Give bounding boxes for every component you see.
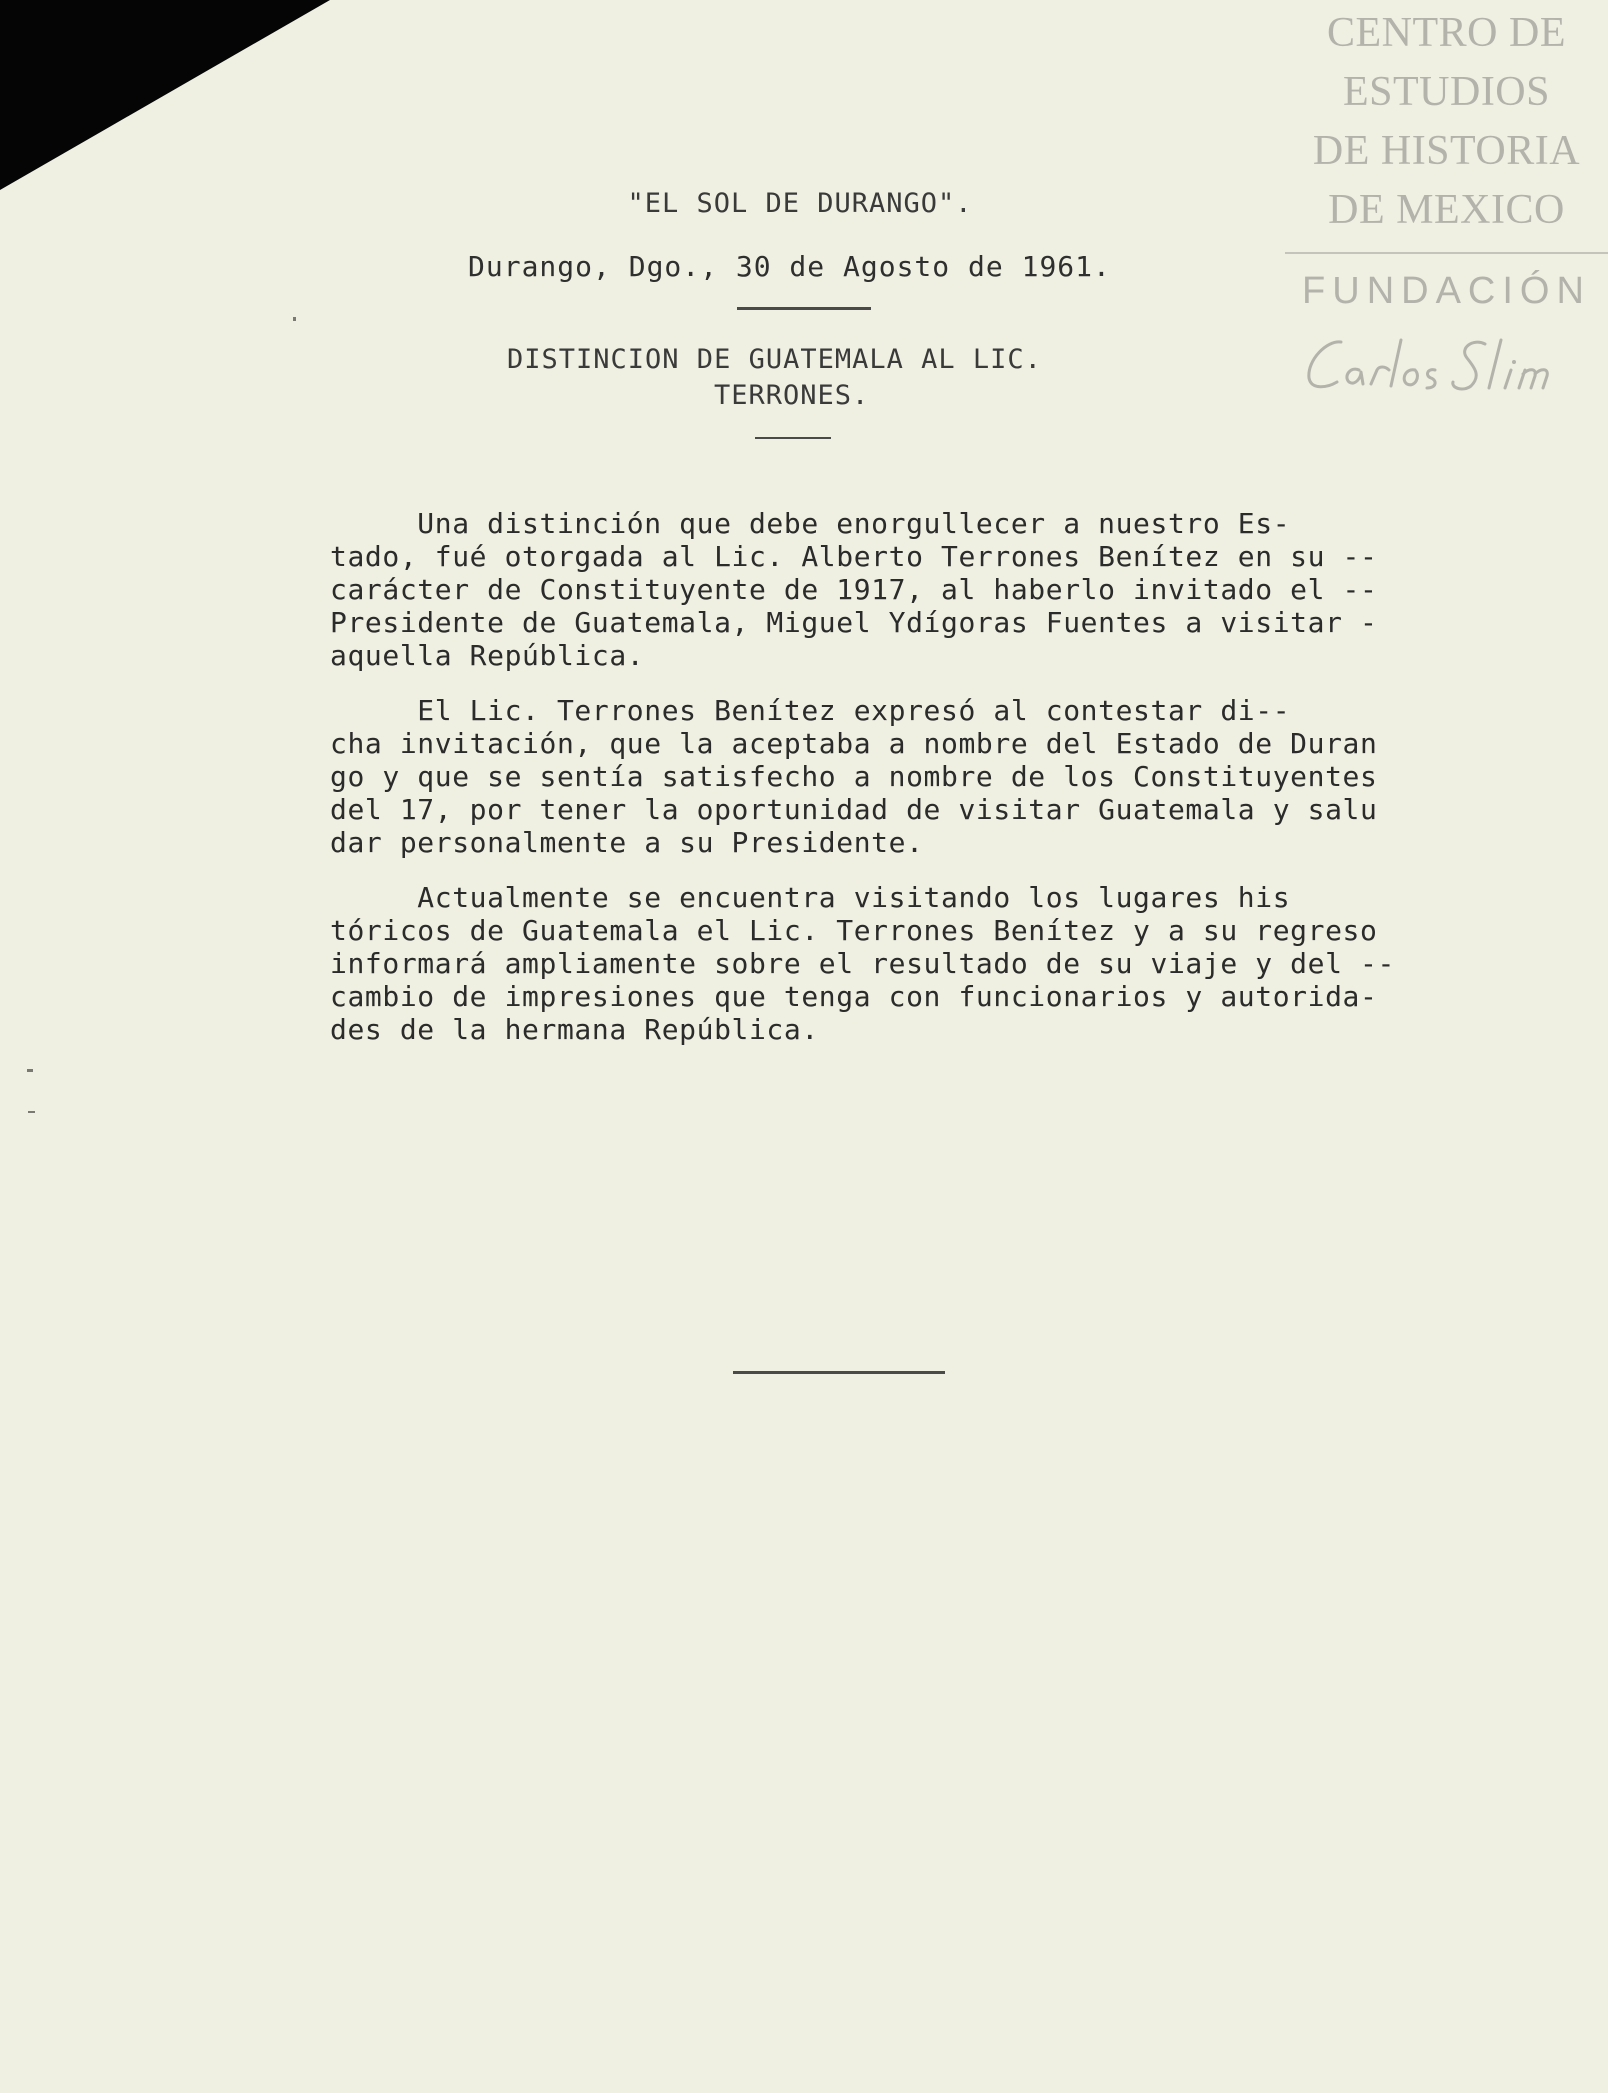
text-line: carácter de Constituyente de 1917, al haberlo invitado el --	[330, 573, 1378, 606]
text-line: Actualmente se encuentra visitando los lugares his	[330, 881, 1291, 914]
text-line: informará ampliamente sobre el resultado de su viaje y del --	[330, 947, 1395, 980]
text-line: Presidente de Guatemala, Miguel Ydígoras Fuentes a visitar -	[330, 606, 1378, 639]
header-rule	[737, 307, 871, 310]
watermark-line: DE MEXICO	[1328, 187, 1565, 233]
dateline: Durango, Dgo., 30 de Agosto de 1961.	[468, 250, 1111, 283]
text-line: cambio de impresiones que tenga con funcionarios y autorida-	[330, 980, 1378, 1013]
paragraph-1	[330, 507, 1480, 672]
margin-speck	[28, 1111, 35, 1113]
watermark-line: ESTUDIOS	[1342, 69, 1550, 115]
article-title-line1: DISTINCION DE GUATEMALA AL LIC.	[507, 344, 1042, 375]
text-line: des de la hermana República.	[330, 1013, 819, 1046]
text-line: tado, fué otorgada al Lic. Alberto Terrones Benítez en su --	[330, 540, 1378, 573]
margin-speck	[27, 1069, 33, 1072]
text-line: cha invitación, que la aceptaba a nombre del Estado de Duran	[330, 727, 1378, 760]
text-line: Una distinción que debe enorgullecer a nuestro Es-	[330, 507, 1291, 540]
paper-corner-shadow	[0, 0, 340, 200]
newspaper-name: "EL SOL DE DURANGO".	[627, 188, 973, 219]
article-title-line2: TERRONES.	[714, 380, 870, 411]
text-line: del 17, por tener la oportunidad de visitar Guatemala y salu	[330, 793, 1378, 826]
paragraph-3	[330, 881, 1480, 1046]
text-line: tóricos de Guatemala el Lic. Terrones Benítez y a su regreso	[330, 914, 1378, 947]
title-rule	[755, 437, 831, 439]
paragraph-2	[330, 694, 1480, 859]
text-line: aquella República.	[330, 639, 645, 672]
text-line: El Lic. Terrones Benítez expresó al contestar di--	[330, 694, 1291, 727]
margin-speck	[293, 317, 296, 321]
text-line: dar personalmente a su Presidente.	[330, 826, 924, 859]
text-line: go y que se sentía satisfecho a nombre de los Constituyentes	[330, 760, 1378, 793]
watermark-line: DE HISTORIA	[1312, 128, 1581, 174]
closing-rule	[733, 1371, 945, 1374]
watermark-line: CENTRO DE	[1327, 10, 1566, 56]
watermark-fundacion: FUNDACIÓN	[1302, 270, 1591, 312]
